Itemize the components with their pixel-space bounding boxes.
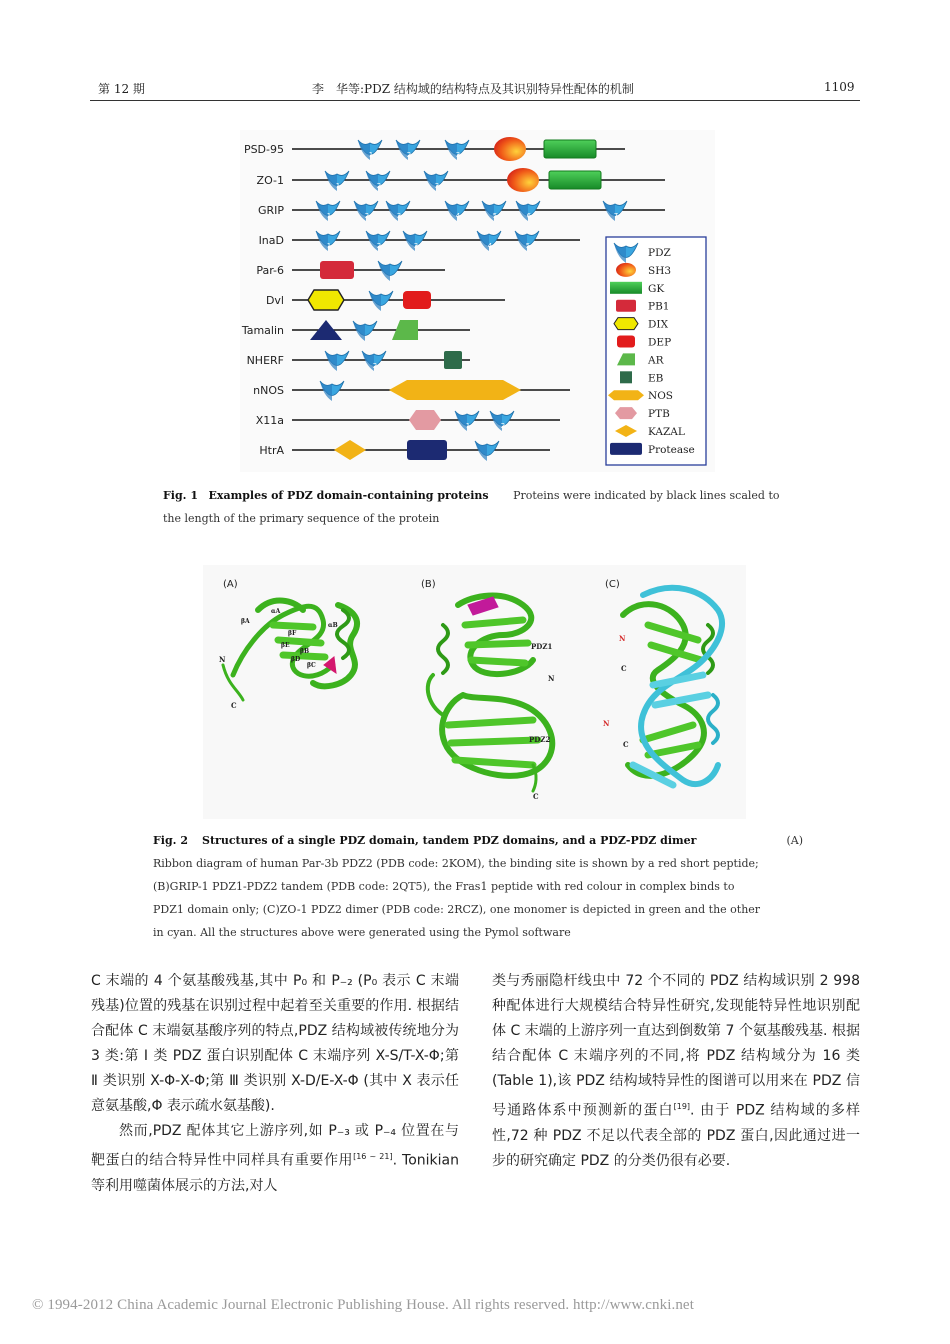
protein-label: PSD-95 [243, 143, 284, 156]
left-column [91, 969, 459, 1199]
pdz-number: 6 [526, 212, 532, 220]
pdz-domain [603, 201, 627, 221]
panel-b-structure [428, 596, 552, 791]
pdz-number: 3 [396, 212, 402, 220]
secondary-structure-label: αA [271, 608, 281, 615]
legend-label: SH3 [648, 264, 672, 277]
dix-domain [308, 290, 344, 310]
pdz-number: 2 [364, 212, 370, 220]
pdz-domain [482, 201, 506, 221]
pdz-domain [515, 231, 539, 251]
pdz-domain [386, 201, 410, 221]
legend-label: DIX [648, 318, 669, 331]
legend-label: Protease [648, 443, 695, 456]
gk-domain [549, 171, 601, 189]
eb-domain [444, 351, 462, 369]
legend-item [615, 425, 685, 438]
protein-label: Par-6 [256, 264, 284, 277]
pdz-domain [378, 261, 402, 281]
sh3-domain [494, 137, 526, 161]
protein-label: GRIP [257, 204, 284, 217]
pb1-domain [320, 261, 354, 279]
label-c-c1: C [621, 664, 627, 673]
label-c-c2: N [603, 719, 610, 728]
fig1-text2: the length of the primary sequence of the protein [163, 512, 440, 525]
pdz-domain [516, 201, 540, 221]
pdz-domain [366, 171, 390, 191]
pdz-number: 5 [525, 242, 531, 250]
pdz-domain [362, 351, 386, 371]
figure-2-ribbons [203, 565, 746, 819]
legend-item [610, 282, 664, 295]
figure-1-diagram [240, 130, 715, 472]
right-paragraph-1 [492, 969, 860, 1174]
figure-1-caption [163, 484, 803, 530]
panel-b-label: (B) [421, 579, 436, 590]
issue-label: 第 12 期 [98, 82, 145, 96]
pdz-domain [396, 140, 420, 160]
protease-domain [407, 440, 447, 460]
panel-a-structure [223, 601, 357, 700]
label-n-c2: C [623, 740, 629, 749]
label-c-a: C [231, 701, 237, 710]
pdz-number: 3 [455, 151, 461, 159]
right-column [492, 969, 860, 1174]
pdz-domain [353, 321, 377, 341]
sh3-domain [507, 168, 539, 192]
left-paragraph-1: C 末端的 4 个氨基酸残基,其中 P₀ 和 P₋₂ (P₀ 表示 C 末端残基)位置的残基在识别过程中起着至关重要的作用. 根据结合配体 C 末端氨基酸序列的特点,PDZ 结构域被传统地分为 3 类:第 Ⅰ 类 PDZ 蛋白识别配体 C 末端序列 X-S/T-X-Φ;第 Ⅱ 类识别 X-Φ-X-Φ;第 Ⅲ 类识别 X-D/E-X-Φ (其中 X 表示任意氨基酸,Φ 表示疏水氨基酸). [91, 973, 459, 1114]
legend-label: PDZ [648, 247, 671, 259]
legend-label: DEP [648, 336, 672, 349]
pdz-domain [369, 291, 393, 311]
gk-domain [544, 140, 596, 158]
panel-a-label: (A) [223, 579, 238, 590]
header-rule [90, 100, 860, 101]
copyright-footer: © 1994-2012 China Academic Journal Electronic Publishing House. All rights reserved. http://www.cnki.net [32, 1297, 694, 1313]
pdz-number: 2 [372, 362, 378, 370]
pdz-domain [316, 231, 340, 251]
pdz-domain [358, 140, 382, 160]
legend-label: NOS [648, 390, 673, 403]
secondary-structure-label: βC [307, 662, 316, 669]
protein-label: HtrA [259, 444, 284, 457]
legend-label: EB [648, 372, 664, 385]
pdz-domain [403, 231, 427, 251]
pdz-domain [475, 441, 499, 461]
fig2-line-3: PDZ1 domain only; (C)ZO-1 PDZ2 dimer (PDB code: 2RCZ), one monomer is depicted in green and the other [153, 903, 761, 916]
label-pdz2: PDZ2 [529, 735, 551, 744]
panel-c-structure [623, 588, 722, 785]
pdz-domain [316, 201, 340, 221]
label-c-b: C [533, 792, 539, 801]
protein-label: ZO-1 [256, 174, 284, 187]
pdz-number: 4 [487, 242, 493, 250]
legend-label: KAZAL [648, 426, 685, 438]
panel-c-label: (C) [605, 579, 620, 590]
figure-2-caption [153, 829, 803, 944]
protein-label: nNOS [253, 384, 284, 397]
pdz-domain [354, 201, 378, 221]
pdz-number: 2 [500, 422, 506, 430]
legend-label: PTB [648, 408, 670, 421]
left-paragraph-2-text: 然而,PDZ 配体其它上游序列,如 P₋₃ 或 P₋₄ 位置在与靶蛋白的结合特异性中同样具有重要作用 [91, 1123, 459, 1169]
fig2-caption-a: (A) [786, 834, 803, 847]
secondary-structure-label: βE [281, 642, 290, 649]
pdz-number: 2 [406, 151, 412, 159]
pdz-number: 3 [434, 182, 440, 190]
protein-label: Dvl [265, 294, 284, 307]
secondary-structure-label: βA [241, 618, 250, 625]
pdz-domain [445, 140, 469, 160]
pdz-number: 4 [455, 212, 461, 220]
label-n-c1: N [619, 634, 626, 643]
pdz-domain [325, 171, 349, 191]
pdz-number: 1 [335, 182, 341, 190]
fig2-line-1: Ribbon diagram of human Par-3b PDZ2 (PDB code: 2KOM), the binding site is shown by a red short peptide; [153, 857, 759, 870]
fig1-title: Examples of PDZ domain-containing proteins [208, 489, 489, 502]
fig2-title: Structures of a single PDZ domain, tandem PDZ domains, and a PDZ-PDZ dimer [202, 834, 697, 847]
label-n-b: N [548, 674, 555, 683]
legend-label: GK [648, 282, 665, 295]
pdz-number: 1 [368, 151, 374, 159]
protein-label: X11a [255, 414, 284, 427]
fig1-label: Fig. 1 [163, 489, 198, 502]
pdz-domain [320, 381, 344, 401]
secondary-structure-label: βB [300, 648, 310, 655]
fig2-line-2: (B)GRIP-1 PDZ1-PDZ2 tandem (PDB code: 2QT5), the Fras1 peptide with red colour in complex binds to [153, 880, 735, 893]
fig1-text1: Proteins were indicated by black lines scaled to [513, 489, 780, 502]
pdz-domain [477, 231, 501, 251]
dep-domain [403, 291, 431, 309]
citation-16-21[interactable]: [16 ~ 21] [353, 1152, 393, 1161]
nos-domain [389, 380, 521, 400]
secondary-structure-label: βD [291, 656, 301, 663]
pdz-domain [424, 171, 448, 191]
label-pdz1: PDZ1 [531, 642, 553, 651]
legend-label: PB1 [648, 300, 670, 313]
figure-2 [203, 565, 746, 819]
pdz-number: 1 [326, 242, 332, 250]
ptb-domain [409, 410, 441, 430]
protein-label: NHERF [246, 354, 284, 367]
pdz-number: 3 [413, 242, 419, 250]
pdz-domain [490, 411, 514, 431]
pdz-domain [455, 411, 479, 431]
legend-item [610, 443, 695, 456]
citation-19[interactable]: [19] [673, 1102, 691, 1111]
pdz-number: 2 [376, 242, 382, 250]
pdz-number: 7 [613, 212, 619, 220]
protein-label: Tamalin [241, 324, 284, 337]
right-paragraph-1-text: 类与秀丽隐杆线虫中 72 个不同的 PDZ 结构域识别 2 998 种配体进行大规模结合特异性研究,发现能特异性地识别配体 C 末端的上游序列一直达到倒数第 7 个氨基酸残基. 根据结合配体 C 末端序列的不同,将 PDZ 结构域分为 16 类 (Table 1),该 PDZ 结构域特异性的图谱可以用来在 PDZ 信号通路体系中预测新的蛋白 [492, 973, 860, 1119]
right-paragraph-1-tail: . 由于 PDZ 结构域的多样性,72 种 PDZ 不足以代表全部的 PDZ 蛋白,因此通过进一步的研究确定 PDZ 的分类仍很有必要. [492, 1102, 861, 1169]
kazal-domain [334, 440, 366, 460]
page-number: 1109 [824, 80, 855, 94]
legend-label: AR [648, 354, 664, 367]
pdz-domain [325, 351, 349, 371]
pdz-domain [366, 231, 390, 251]
left-paragraph-2-tail: . Tonikian 等利用噬菌体展示的方法,对人 [91, 1152, 460, 1194]
figure-1 [240, 130, 715, 472]
protein-label: InaD [258, 234, 284, 247]
pdz-number: 1 [465, 422, 471, 430]
running-title: 李 华等:PDZ 结构域的结构特点及其识别特异性配体的机制 [312, 82, 634, 96]
secondary-structure-label: βF [288, 630, 297, 637]
fig2-label: Fig. 2 [153, 834, 188, 847]
pdz-domain [445, 201, 469, 221]
secondary-structure-label: αB [328, 622, 338, 629]
pdz-number: 5 [492, 212, 498, 220]
pdz-number: 2 [376, 182, 382, 190]
pdz-number: 1 [326, 212, 332, 220]
fig2-line-4: in cyan. All the structures above were generated using the Pymol software [153, 926, 571, 939]
label-n-a: N [219, 655, 226, 664]
left-paragraph-2 [91, 1119, 459, 1199]
